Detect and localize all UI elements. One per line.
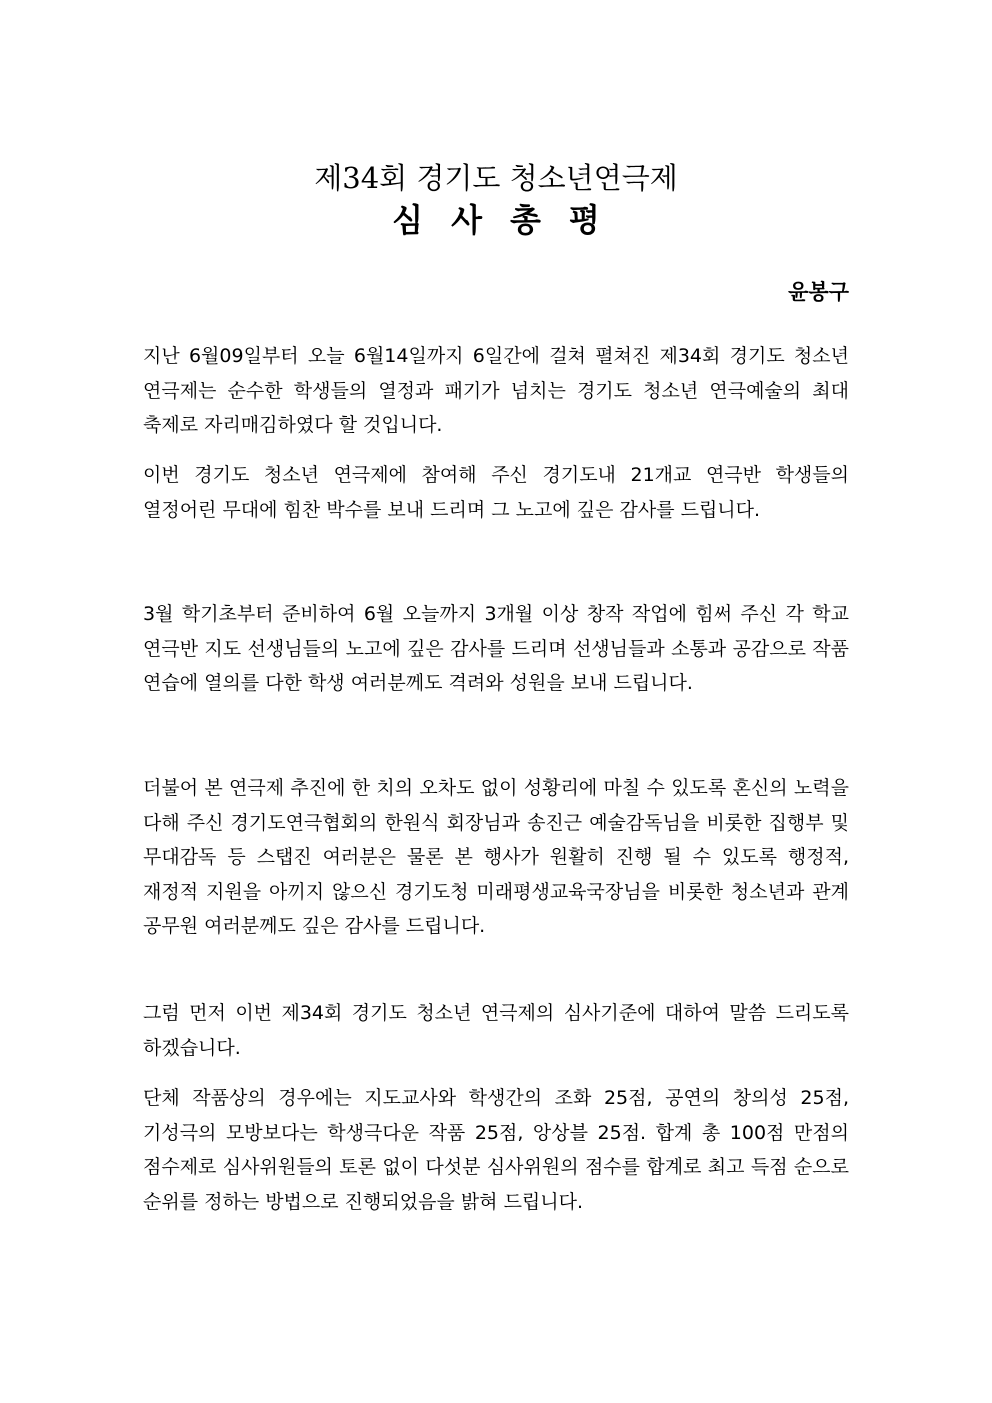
paragraph-text: 그럼 먼저 이번 제34회 경기도 청소년 연극제의 심사기준에 대하여 말씀 드리도록 하겠습니다. xyxy=(143,1002,849,1059)
paragraph-4 xyxy=(143,771,849,944)
paragraph-2 xyxy=(143,458,849,527)
paragraph-3 xyxy=(143,597,849,701)
paragraph-6 xyxy=(143,1081,849,1219)
title-block xyxy=(0,158,992,242)
paragraph-1 xyxy=(143,339,849,443)
author-name: 윤봉구 xyxy=(788,280,849,304)
paragraph-text: 단체 작품상의 경우에는 지도교사와 학생간의 조화 25점, 공연의 창의성 25점, 기성극의 모방보다는 학생극다운 작품 25점, 앙상블 25점. 합계 총 100점 만점의 점수제로 심사위원들의 토론 없이 다섯분 심사위원의 점수를 합계로 최고 득점 순으로 순위를 정하는 방법으로 진행되었음을 밝혀 드립니다. xyxy=(143,1087,849,1213)
paragraph-text: 이번 경기도 청소년 연극제에 참여해 주신 경기도내 21개교 연극반 학생들의 열정어린 무대에 힘찬 박수를 보내 드리며 그 노고에 깊은 감사를 드립니다. xyxy=(143,464,849,521)
paragraph-5 xyxy=(143,996,849,1065)
document-title: 제34회 경기도 청소년연극제 xyxy=(314,161,678,195)
paragraph-text: 3월 학기초부터 준비하여 6월 오늘까지 3개월 이상 창작 작업에 힘써 주신 각 학교 연극반 지도 선생님들의 노고에 깊은 감사를 드리며 선생님들과 소통과 공감으로 작품 연습에 열의를 다한 학생 여러분께도 격려와 성원을 보내 드립니다. xyxy=(143,603,849,694)
paragraph-text: 지난 6월09일부터 오늘 6월14일까지 6일간에 걸쳐 펼쳐진 제34회 경기도 청소년 연극제는 순수한 학생들의 열정과 패기가 넘치는 경기도 청소년 연극예술의 최대 축제로 자리매김하였다 할 것입니다. xyxy=(143,345,849,436)
paragraph-text: 더불어 본 연극제 추진에 한 치의 오차도 없이 성황리에 마칠 수 있도록 혼신의 노력을 다해 주신 경기도연극협회의 한원식 회장님과 송진근 예술감독님을 비롯한 집행부 및 무대감독 등 스탭진 여러분은 물론 본 행사가 원활히 진행 될 수 있도록 행정적, 재정적 지원을 아끼지 않으신 경기도청 미래평생교육국장님을 비롯한 청소년과 관계 공무원 여러분께도 깊은 감사를 드립니다. xyxy=(143,777,849,937)
document-subtitle: 심사총평 xyxy=(392,201,628,239)
